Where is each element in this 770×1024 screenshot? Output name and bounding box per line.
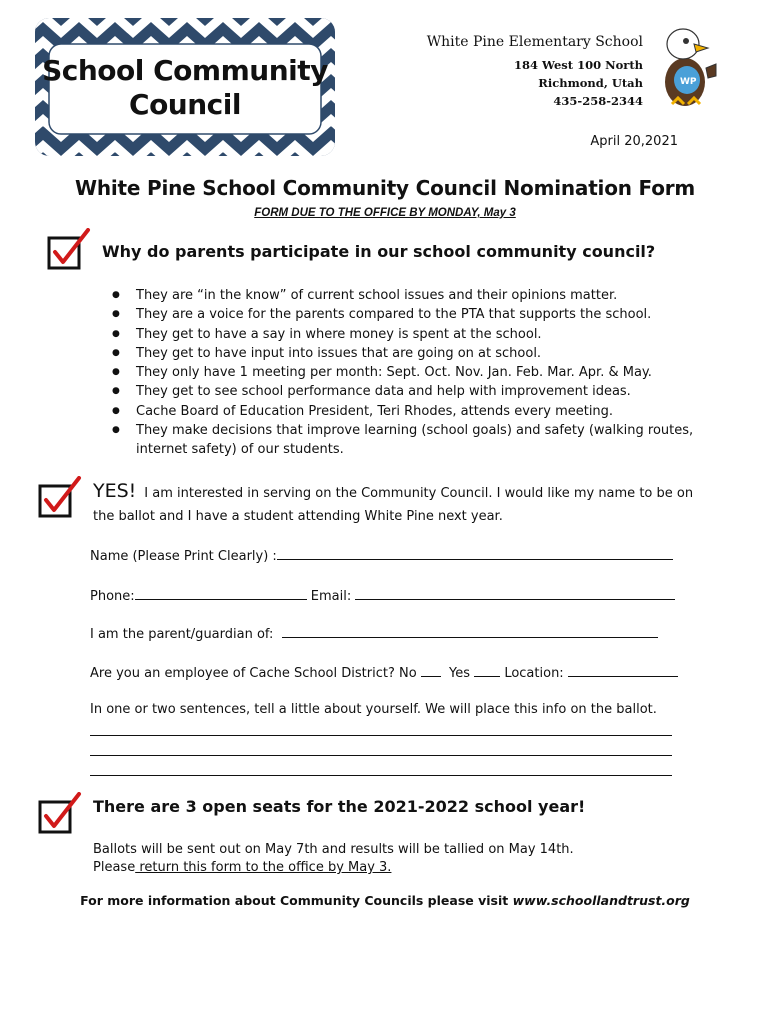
student-name-field[interactable] bbox=[282, 624, 658, 638]
checkmark-box-icon bbox=[46, 228, 92, 272]
email-label: Email: bbox=[306, 589, 356, 604]
checkmark-box-icon bbox=[37, 476, 83, 520]
school-address bbox=[427, 34, 643, 110]
ballot-info bbox=[93, 841, 574, 877]
about-label: In one or two sentences, tell a little about yourself. We will place this info on the ballot. bbox=[90, 702, 657, 717]
eagle-mascot-icon bbox=[650, 20, 720, 110]
employee-no-field[interactable] bbox=[421, 663, 441, 677]
list-item: ● They only have 1 meeting per month: Sept. Oct. Nov. Jan. Feb. Mar. Apr. & May. bbox=[110, 363, 710, 382]
list-item: ● They are “in the know” of current school issues and their opinions matter. bbox=[110, 286, 710, 305]
logo-title-line2: Council bbox=[129, 88, 241, 121]
name-label: Name (Please Print Clearly) : bbox=[90, 549, 277, 564]
ballot-dates: Ballots will be sent out on May 7th and results will be tallied on May 14th. bbox=[93, 842, 574, 857]
reasons-list bbox=[110, 286, 710, 460]
address-street: 184 West 100 North bbox=[513, 58, 643, 72]
employee-yes-label: Yes bbox=[440, 666, 475, 681]
parent-row bbox=[90, 624, 658, 642]
about-line-1[interactable] bbox=[90, 735, 672, 736]
phone-label: Phone: bbox=[90, 589, 135, 604]
section-heading-why: Why do parents participate in our school community council? bbox=[102, 242, 656, 261]
name-row bbox=[90, 546, 673, 564]
interest-text: I am interested in serving on the Community Council. I would like my name to be on the ballot and I have a student attending White Pine next year. bbox=[93, 486, 694, 524]
location-field[interactable] bbox=[568, 663, 678, 677]
parent-label: I am the parent/guardian of: bbox=[90, 627, 282, 642]
more-info-text: For more information about Community Councils please visit bbox=[80, 893, 513, 908]
interest-statement bbox=[93, 480, 713, 528]
mascot-badge: WP bbox=[680, 77, 697, 87]
about-line-3[interactable] bbox=[90, 775, 672, 776]
yes-label: YES! bbox=[93, 480, 137, 502]
address-city: Richmond, Utah bbox=[538, 76, 643, 90]
logo-title-line1: School Community bbox=[42, 54, 328, 87]
more-info bbox=[0, 893, 770, 908]
list-item: ● They are a voice for the parents compared to the PTA that supports the school. bbox=[110, 305, 710, 324]
about-line-2[interactable] bbox=[90, 755, 672, 756]
email-field[interactable] bbox=[355, 586, 675, 600]
employee-yes-field[interactable] bbox=[474, 663, 500, 677]
list-item: ● Cache Board of Education President, Teri Rhodes, attends every meeting. bbox=[110, 402, 710, 421]
list-item: ● They get to have a say in where money is spent at the school. bbox=[110, 325, 710, 344]
name-field[interactable] bbox=[277, 546, 673, 560]
form-title: White Pine School Community Council Nomination Form bbox=[74, 176, 696, 200]
due-date-notice: FORM DUE TO THE OFFICE BY MONDAY, May 3 bbox=[254, 207, 516, 219]
checkmark-box-icon bbox=[37, 792, 83, 836]
school-name: White Pine Elementary School bbox=[426, 34, 643, 50]
location-label: Location: bbox=[500, 666, 568, 681]
school-phone: 435-258-2344 bbox=[553, 94, 643, 108]
list-item: ● They get to have input into issues that are going on at school. bbox=[110, 344, 710, 363]
please-text: Please bbox=[93, 860, 136, 875]
employee-question: Are you an employee of Cache School District? No bbox=[90, 666, 421, 681]
phone-field[interactable] bbox=[135, 586, 307, 600]
return-instruction: return this form to the office by May 3. bbox=[135, 860, 392, 875]
list-item: ● They make decisions that improve learning (school goals) and safety (walking routes, internet safety) of our students. bbox=[110, 421, 710, 460]
employee-row bbox=[90, 663, 678, 681]
letter-date: April 20,2021 bbox=[590, 134, 678, 149]
open-seats-heading: There are 3 open seats for the 2021-2022 school year! bbox=[93, 797, 586, 816]
list-item: ● They get to see school performance data and help with improvement ideas. bbox=[110, 382, 710, 401]
contact-row bbox=[90, 586, 675, 604]
website-link[interactable]: www.schoollandtrust.org bbox=[512, 893, 690, 908]
council-logo bbox=[35, 18, 335, 156]
